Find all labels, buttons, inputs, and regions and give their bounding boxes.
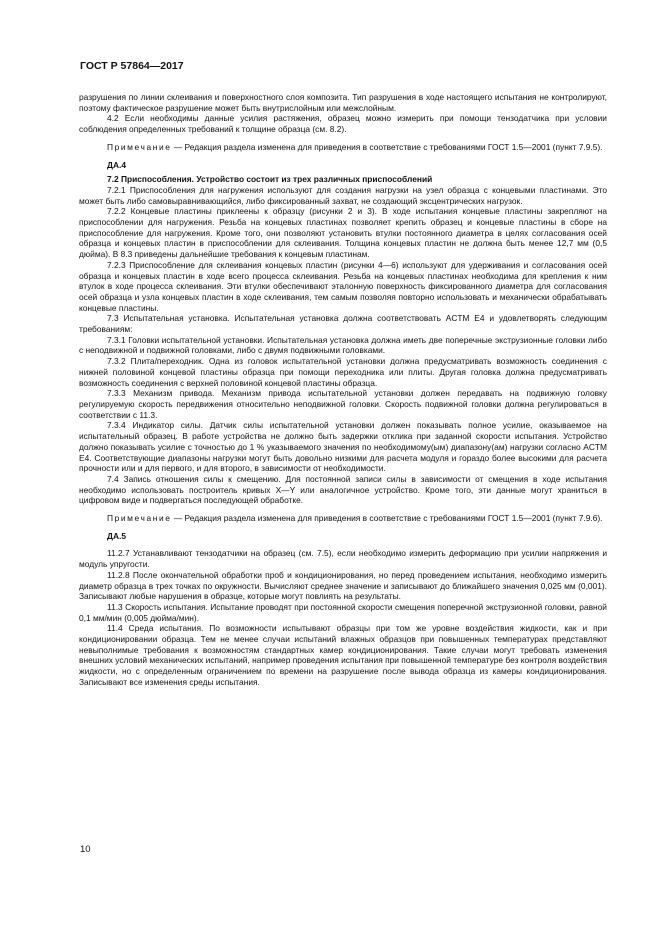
note-2-label: Примечание <box>107 513 172 524</box>
paragraph-7-2-3: 7.2.3 Приспособление для склеивания концевых пластин (рисунки 4—6) используют для удерживания и согласования осей образца и концевых пластин в ходе всего процесса склеивания. Резьба на концевых пластинах необходима для крепления к ним втулок в ходе процесса склеивания. Эти втулки обеспечивают эталонную поверхность фиксированного диаметра для согласования осей образца и узла концевых пластин в ходе склеивания, тем самым позволяя повторно использовать и механически обрабатывать концевые пластины. <box>79 259 607 313</box>
document-body <box>79 92 607 688</box>
note-2 <box>79 513 607 524</box>
paragraph-7-3-1: 7.3.1 Головки испытательной установки. Испытательная установка должна иметь две поперечные экструзионные головки либо с неподвижной и подвижной головками, либо с двумя подвижными головками. <box>79 334 607 356</box>
paragraph-4-2: 4.2 Если необходимы данные усилия растяжения, образец можно измерить при помощи тензодатчика при условии соблюдения определенных требований к толщине образца (см. 8.2). <box>79 113 607 135</box>
note-1-label: Примечание <box>107 141 172 152</box>
paragraph-11-2-7: 11.2.7 Устанавливают тензодатчики на образец (см. 7.5), если необходимо измерить деформацию при усилии напряжения и модуль упругости. <box>79 548 607 570</box>
section-heading-da4: ДА.4 <box>107 159 126 170</box>
paragraph-7-3-3: 7.3.3 Механизм привода. Механизм привода испытательной установки должен передавать на подвижную головку регулируемую скорость передвижения относительно неподвижной головки. Скорость подвижной головки должна регулироваться в соответствии с 11.3. <box>79 388 607 420</box>
paragraph-7-4: 7.4 Запись отношения силы к смещению. Для постоянной записи силы в зависимости от смещения в ходе испытания необходимо использовать построитель кривых X—Y или аналогичное устройство. Кроме того, эти данные могут храниться в цифровом виде и подвергаться последующей обработке. <box>79 473 607 506</box>
heading-7-2: 7.2 Приспособления. Устройство состоит из трех различных приспособлений <box>107 174 433 185</box>
document-code-header: ГОСТ Р 57864—2017 <box>80 60 184 72</box>
paragraph-failure-type: разрушения по линии склеивания и поверхностного слоя композита. Тип разрушения в ходе настоящего испытания не контролируют, поэтому фактическое разрушение может быть внутрислойным или межслойным. <box>79 92 607 113</box>
paragraph-7-3-4: 7.3.4 Индикатор силы. Датчик силы испытательной установки должен показывать полное усилие, оказываемое на испытательный образец. В работе устройства не должно быть задержки отклика при заданной скорости испытания. Устройство должно показывать усилие с точностью до 1 % указываемого значения по необходимому(ым) диапазону(ам) нагрузки согласно ACTM E4. Соответствующие диапазоны нагрузки могут быть довольно низкими для расчета модуля и гораздо более высокими для расчета прочности или и для первого, и для второго, в зависимости от необходимости. <box>79 420 607 474</box>
page-number: 10 <box>80 844 91 855</box>
paragraph-11-4: 11.4 Среда испытания. По возможности испытывают образцы при том же уровне воздействия жидкости, как и при кондиционировании образца. Тем не менее случаи испытаний влажных образцов при повышенных температурах представляют невыполнимые требования к возможностям стандартных камер кондиционирования. Такие случаи могут требовать изменения внешних условий механических испытаний, например проведения испытания при повышенной температуре без контроля воздействия жидкости, но с определенным ограничением по времени на разрушение после вывода образца из камеры кондиционирования. Записывают все изменения среды испытания. <box>79 623 607 687</box>
note-1-text: — Редакция раздела изменена для приведения в соответствие с требованиями ГОСТ 1.5—2001 (пункт 7.9.5). <box>171 141 603 152</box>
paragraph-7-3-2: 7.3.2 Плита/переходник. Одна из головок испытательной установки должна предусматривать возможность соединения с нижней половиной концевой пластины образца при помощи переходника или плиты. Другая головка должна предусматривать возможность соединения с верхней половиной концевой пластины образца. <box>79 356 607 388</box>
note-2-text: — Редакция раздела изменена для приведения в соответствие с требованиями ГОСТ 1.5—2001 (пункт 7.9.6). <box>171 513 603 524</box>
paragraph-7-3: 7.3 Испытательная установка. Испытательная установка должна соответствовать ACTM E4 и удовлетворять следующим требованиям: <box>79 313 607 335</box>
section-heading-da5: ДА.5 <box>107 530 126 541</box>
paragraph-7-2-2: 7.2.2 Концевые пластины приклеены к образцу (рисунки 2 и 3). В ходе испытания концевые пластины закрепляют на приспособлении для нагружения. Резьба на концевых пластинах позволяет крепить образец и концевые пластины в сборе на приспособление для нагружения. Кроме того, они позволяют установить втулки постоянного диаметра в целях согласования осей образца и концевых пластин в приспособлении для склеивания. Толщина концевых пластин не должна быть менее 12,7 мм (0,5 дюйма). В 8.3 приведены дальнейшие требования к концевым пластинам. <box>79 206 607 260</box>
note-1 <box>79 142 607 153</box>
paragraph-7-2-1: 7.2.1 Приспособления для нагружения используют для создания нагрузки на узел образца с концевыми пластинами. Это может быть либо самовыравнивающийся, либо фиксированный захват, не создающий эксцентрических нагрузок. <box>79 184 607 206</box>
paragraph-11-3: 11.3 Скорость испытания. Испытание проводят при постоянной скорости смещения поперечной экструзионной головки, равной 0,1 мм/мин (0,005 дюйма/мин). <box>79 601 607 623</box>
paragraph-11-2-8: 11.2.8 После окончательной обработки проб и кондиционирования, но перед проведением испытания, необходимо измерить диаметр образца в трех точках по окружности. Вычисляют среднее значение и записывают до ближайшего значения 0,025 мм (0,001). Записывают любые нарушения в образце, которые могут повлиять на результаты. <box>79 569 607 602</box>
